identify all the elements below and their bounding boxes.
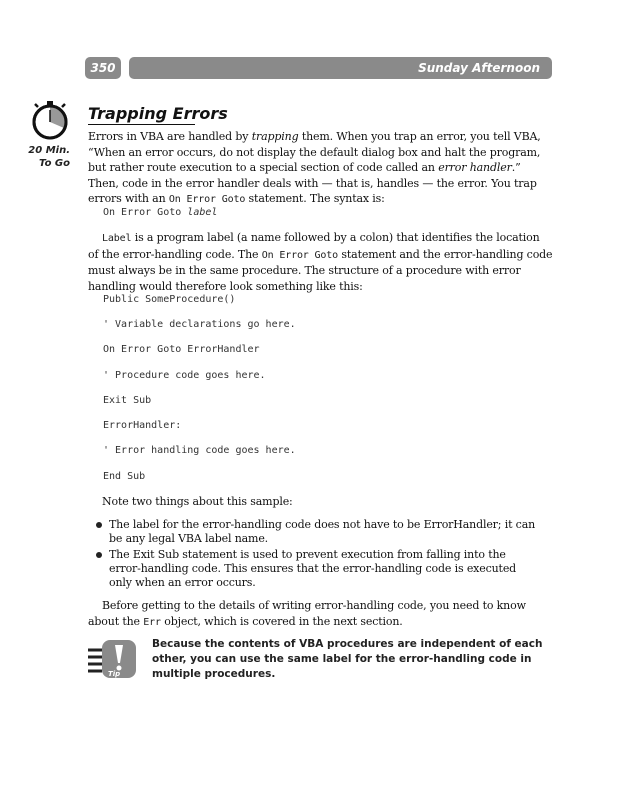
page-header bbox=[85, 57, 552, 80]
syntax-line bbox=[103, 207, 217, 218]
title-underline bbox=[88, 124, 195, 125]
code-line: Exit Sub bbox=[103, 395, 152, 406]
list-item-text: The label for the error-handling code does not have to be ErrorHandler; it can be any legal VBA label name. bbox=[109, 518, 536, 545]
label-paragraph bbox=[88, 230, 553, 294]
tip-text: Because the contents of VBA procedures are independent of each other, you can use the same label for the error-handling code in multiple procedures. bbox=[152, 638, 543, 680]
list-item-text: The Exit Sub statement is used to prevent execution from falling into the error-handling code. This ensures that the error-handling code is executed only when an error occurs. bbox=[109, 548, 517, 589]
text-run: them. When you trap an error, you tell VBA, “When an error occurs, do not display the default dialog box and halt the program, but rather route execution to a special section of code called an bbox=[88, 130, 541, 174]
time-label-to-go: To Go bbox=[39, 158, 70, 169]
section-running-title: Sunday Afternoon bbox=[129, 57, 552, 79]
list-item bbox=[96, 548, 539, 590]
code-line: ' Procedure code goes here. bbox=[103, 370, 266, 381]
code-line: ' Error handling code goes here. bbox=[103, 445, 296, 456]
list-item bbox=[96, 518, 539, 546]
text-run: object, which is covered in the next section. bbox=[160, 614, 403, 628]
section-title: Trapping Errors bbox=[88, 104, 228, 123]
closing-paragraph bbox=[88, 598, 553, 630]
text-run: Errors in VBA are handled by bbox=[88, 130, 252, 143]
inline-code: Err bbox=[143, 616, 161, 628]
code-line: Public SomeProcedure() bbox=[103, 294, 236, 305]
time-remaining-note bbox=[28, 144, 70, 170]
tip-icon-label: Tip bbox=[108, 670, 121, 678]
code-line: ' Variable declarations go here. bbox=[103, 319, 296, 330]
text-run: statement. The syntax is: bbox=[245, 192, 385, 205]
tip-icon bbox=[86, 638, 138, 680]
note-intro: Note two things about this sample: bbox=[102, 495, 293, 508]
code-arg: label bbox=[187, 207, 218, 218]
text-run: Before getting to the details of writing error-handling code, you need to know about the bbox=[88, 599, 526, 628]
time-label-minutes: 20 Min. bbox=[28, 145, 70, 156]
clock-icon bbox=[30, 100, 72, 142]
inline-code: Label bbox=[102, 233, 132, 244]
emphasis: trapping bbox=[251, 130, 299, 143]
bullet-icon bbox=[96, 522, 102, 528]
text-run: .” Then, code in the error handler deals with — that is, handles — the error. You trap errors with an bbox=[88, 161, 537, 205]
inline-code: On Error Goto bbox=[168, 194, 246, 205]
bullet-icon bbox=[96, 552, 102, 558]
emphasis: error handler bbox=[438, 161, 512, 174]
code-line: End Sub bbox=[103, 471, 146, 482]
code-line: ErrorHandler: bbox=[103, 420, 182, 431]
text-run: statement and the error-handling code must always be in the same procedure. The structure of a procedure with error handling would therefore look something like this: bbox=[88, 247, 553, 293]
code-line: On Error Goto ErrorHandler bbox=[103, 344, 260, 355]
page-number: 350 bbox=[85, 57, 121, 79]
code-text: On Error Goto bbox=[103, 207, 188, 218]
intro-paragraph bbox=[88, 129, 553, 208]
inline-code: On Error Goto bbox=[261, 249, 339, 261]
text-run: is a program label (a name followed by a colon) that identifies the location of the error-handling code. The bbox=[88, 231, 540, 261]
